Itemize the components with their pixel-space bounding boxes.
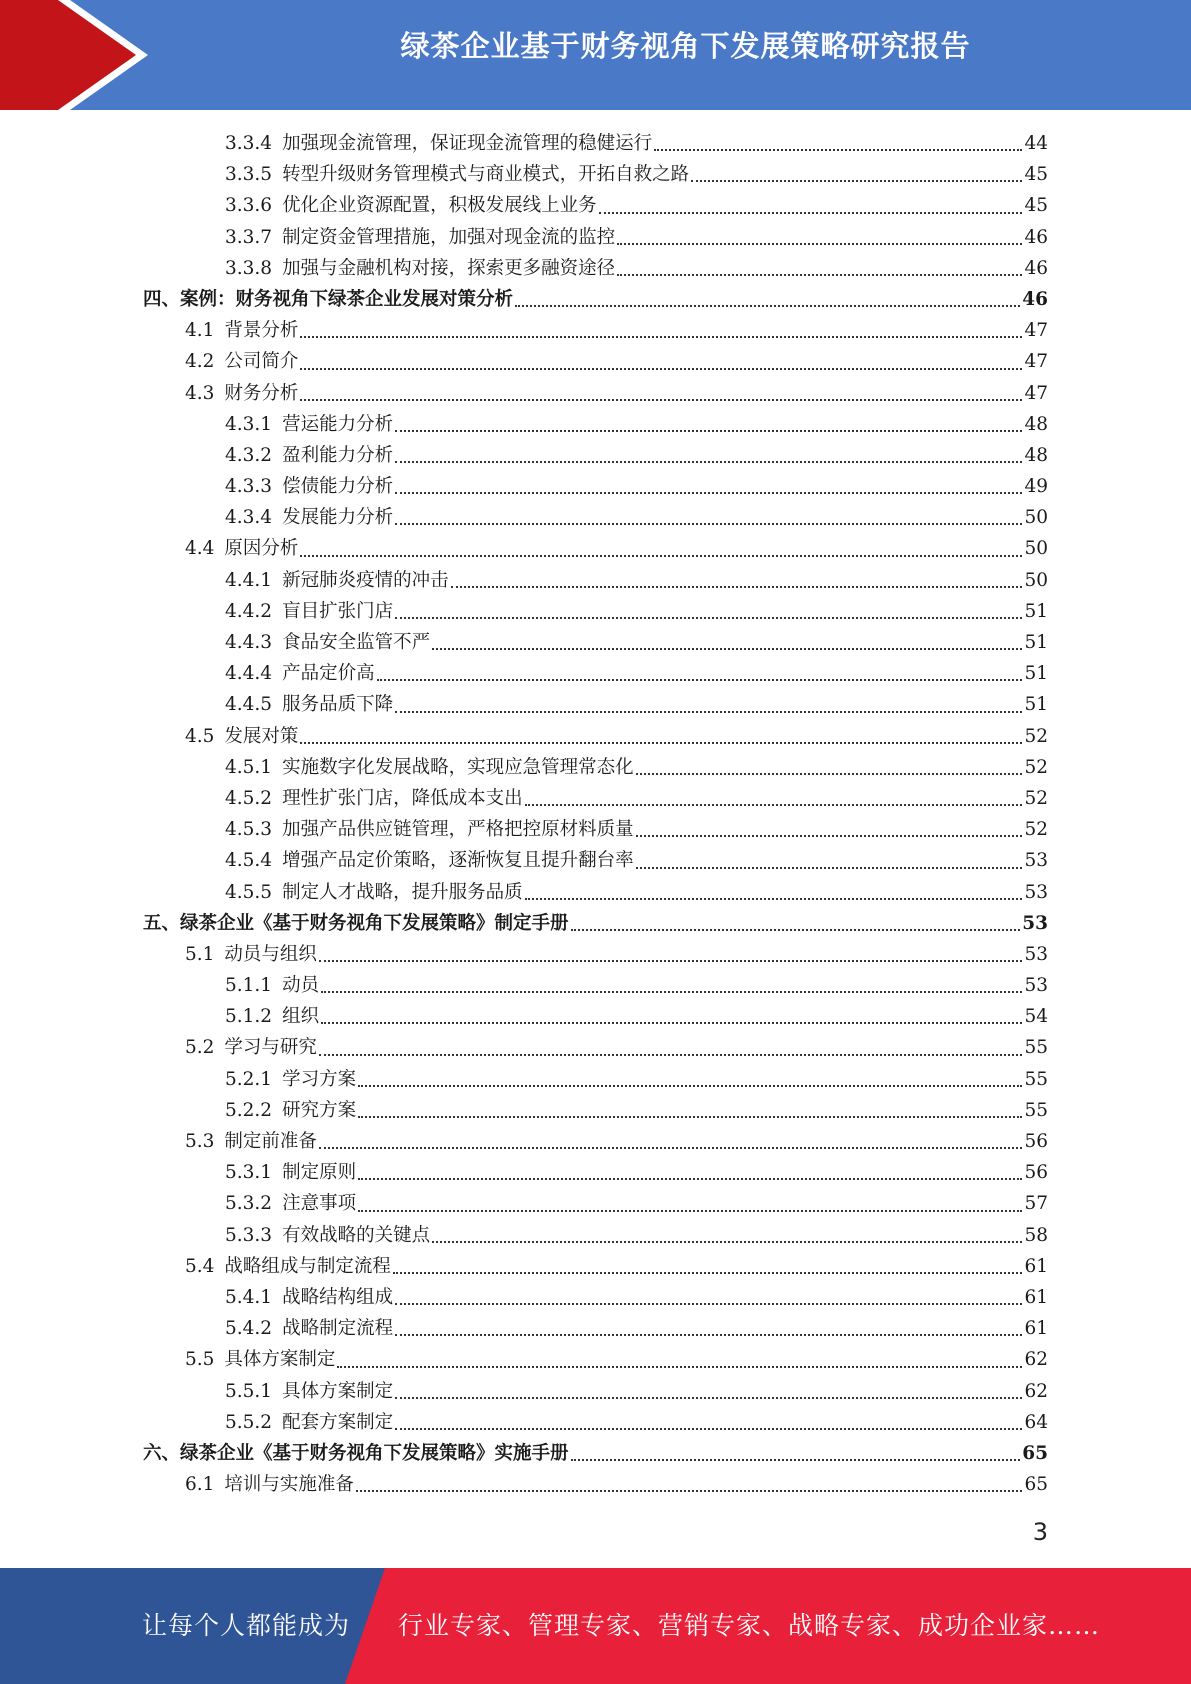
toc-dot-leader — [571, 1459, 1021, 1461]
toc-entry-title: 公司简介 — [224, 351, 299, 373]
toc-entry-title: 有效战略的关键点 — [282, 1224, 431, 1246]
toc-entry-page: 51 — [1024, 632, 1048, 653]
toc-entry[interactable] — [143, 627, 1048, 658]
toc-entry-title: 配套方案制定 — [282, 1411, 394, 1433]
toc-dot-leader — [395, 1334, 1022, 1336]
toc-dot-leader — [654, 149, 1022, 151]
toc-entry[interactable] — [143, 1282, 1048, 1313]
toc-dot-leader — [395, 523, 1022, 525]
toc-entry-page: 45 — [1024, 164, 1048, 186]
toc-entry-title: 动员 — [282, 975, 320, 997]
toc-entry-number: 5.1 — [185, 943, 215, 965]
toc-entry-title: 发展能力分析 — [282, 507, 394, 529]
toc-dot-leader — [377, 679, 1023, 681]
page-header — [0, 0, 1191, 110]
toc-entry-number: 4.3.2 — [225, 444, 273, 466]
toc-dot-leader — [300, 336, 1022, 338]
toc-entry-title: 学习与研究 — [224, 1037, 317, 1059]
toc-entry[interactable] — [143, 315, 1048, 346]
toc-entry[interactable] — [143, 1126, 1048, 1157]
toc-entry-page: 48 — [1024, 413, 1048, 435]
toc-entry-number: 4.3.3 — [225, 476, 273, 498]
toc-entry-title: 加强与金融机构对接，探索更多融资途径 — [282, 257, 616, 279]
toc-entry-page: 56 — [1024, 1162, 1048, 1184]
toc-entry-title: 具体方案制定 — [224, 1349, 336, 1371]
toc-entry-title: 绿茶企业《基于财务视角下发展策略》制定手册 — [180, 912, 569, 934]
toc-entry-number: 五、 — [143, 912, 181, 934]
toc-entry-page: 53 — [1024, 850, 1048, 872]
toc-dot-leader — [319, 1147, 1023, 1149]
toc-entry[interactable] — [143, 658, 1048, 689]
toc-entry-number: 3.3.7 — [225, 226, 273, 248]
toc-entry[interactable] — [143, 814, 1048, 845]
toc-entry-number: 4.5 — [185, 725, 215, 747]
toc-entry-number: 5.3.2 — [225, 1193, 273, 1215]
toc-entry-number: 4.5.5 — [225, 881, 273, 903]
toc-entry-title: 注意事项 — [282, 1193, 357, 1215]
toc-entry-number: 4.3.4 — [225, 507, 273, 529]
toc-entry-page: 54 — [1024, 1006, 1048, 1028]
toc-entry-title: 原因分析 — [224, 538, 299, 560]
toc-entry-title: 制定原则 — [282, 1162, 357, 1184]
toc-entry-number: 3.3.6 — [225, 195, 273, 217]
toc-entry-number: 5.5 — [185, 1349, 215, 1371]
toc-entry-page: 47 — [1024, 320, 1048, 342]
toc-entry[interactable] — [143, 159, 1048, 190]
toc-entry-title: 加强现金流管理，保证现金流管理的稳健运行 — [282, 133, 653, 154]
toc-dot-leader — [432, 648, 1022, 650]
toc-entry-page: 55 — [1024, 1068, 1048, 1090]
toc-dot-leader — [300, 399, 1022, 401]
toc-entry-page: 51 — [1024, 694, 1048, 716]
toc-entry-number: 4.5.4 — [225, 850, 273, 872]
footer-slogan-right: 行业专家、管理专家、营销专家、战略专家、成功企业家…… — [398, 1611, 1101, 1640]
toc-entry-title: 盲目扩张门店 — [282, 600, 394, 622]
toc-dot-leader — [395, 711, 1022, 713]
toc-entry[interactable] — [143, 783, 1048, 814]
toc-entry-title: 学习方案 — [282, 1068, 357, 1090]
toc-entry-number: 4.1 — [185, 320, 215, 342]
toc-entry[interactable] — [143, 222, 1048, 253]
toc-entry-number: 5.1.2 — [225, 1006, 273, 1028]
toc-entry-title: 产品定价高 — [282, 663, 375, 685]
toc-entry[interactable] — [143, 378, 1048, 409]
toc-entry-title: 组织 — [282, 1006, 320, 1028]
toc-entry-title: 制定人才战略，提升服务品质 — [282, 881, 523, 903]
toc-entry-title: 理性扩张门店，降低成本支出 — [282, 787, 523, 809]
toc-entry-number: 5.4 — [185, 1255, 215, 1277]
toc-entry[interactable] — [143, 1438, 1048, 1469]
toc-entry[interactable] — [143, 409, 1048, 440]
toc-dot-leader — [395, 1303, 1022, 1305]
toc-entry[interactable] — [143, 752, 1048, 783]
toc-entry-page: 50 — [1024, 569, 1048, 591]
toc-dot-leader — [636, 773, 1023, 775]
toc-entry-page: 65 — [1024, 1474, 1048, 1496]
toc-entry[interactable] — [143, 1157, 1048, 1188]
toc-dot-leader — [395, 492, 1022, 494]
toc-entry-number: 6.1 — [185, 1474, 215, 1496]
toc-entry[interactable] — [143, 689, 1048, 720]
table-of-contents — [143, 128, 1048, 1500]
toc-entry[interactable] — [143, 596, 1048, 627]
toc-entry-number: 5.2 — [185, 1037, 215, 1059]
toc-entry-title: 制定资金管理措施，加强对现金流的监控 — [282, 226, 616, 248]
toc-entry-page: 47 — [1024, 351, 1048, 373]
toc-entry[interactable] — [143, 1407, 1048, 1438]
toc-dot-leader — [525, 898, 1023, 900]
toc-entry-title: 制定前准备 — [224, 1131, 317, 1152]
toc-entry-number: 5.5.2 — [225, 1411, 273, 1433]
toc-entry-title: 绿茶企业《基于财务视角下发展策略》实施手册 — [180, 1442, 569, 1464]
toc-entry[interactable] — [143, 908, 1048, 939]
toc-entry-number: 4.4 — [185, 538, 215, 560]
toc-entry-page: 49 — [1024, 476, 1048, 498]
toc-entry[interactable] — [143, 939, 1048, 970]
toc-entry-page: 52 — [1024, 756, 1048, 778]
toc-entry-page: 46 — [1022, 288, 1048, 310]
toc-entry-number: 4.3 — [185, 382, 215, 404]
toc-entry-page: 53 — [1024, 975, 1048, 997]
toc-entry-title: 增强产品定价策略，逐渐恢复且提升翻台率 — [282, 850, 634, 872]
toc-entry[interactable] — [143, 471, 1048, 502]
toc-dot-leader — [395, 1428, 1022, 1430]
toc-dot-leader — [337, 1366, 1022, 1368]
toc-entry-title: 战略组成与制定流程 — [224, 1255, 391, 1277]
toc-entry-page: 65 — [1022, 1442, 1048, 1464]
toc-entry-title: 服务品质下降 — [282, 694, 394, 716]
toc-dot-leader — [358, 1210, 1022, 1212]
toc-entry-number: 5.4.2 — [225, 1318, 273, 1340]
toc-entry[interactable] — [143, 721, 1048, 752]
toc-entry-page: 64 — [1024, 1411, 1048, 1433]
toc-entry-page: 46 — [1024, 257, 1048, 279]
toc-entry-title: 实施数字化发展战略，实现应急管理常态化 — [282, 756, 634, 778]
toc-entry[interactable] — [143, 346, 1048, 377]
toc-entry[interactable] — [143, 565, 1048, 596]
toc-dot-leader — [451, 586, 1023, 588]
toc-entry-page: 57 — [1024, 1193, 1048, 1215]
toc-dot-leader — [617, 243, 1022, 245]
toc-dot-leader — [617, 274, 1022, 276]
toc-entry-title: 营运能力分析 — [282, 413, 394, 435]
toc-entry-number: 5.3.1 — [225, 1162, 273, 1184]
toc-entry-number: 4.4.2 — [225, 600, 273, 622]
toc-dot-leader — [525, 804, 1023, 806]
toc-entry-title: 食品安全监管不严 — [282, 632, 431, 653]
toc-dot-leader — [395, 430, 1022, 432]
toc-entry[interactable] — [143, 1376, 1048, 1407]
toc-entry-page: 51 — [1024, 663, 1048, 685]
toc-entry-title: 财务分析 — [224, 382, 299, 404]
toc-dot-leader — [300, 742, 1022, 744]
toc-dot-leader — [393, 1272, 1023, 1274]
toc-entry-number: 4.5.2 — [225, 787, 273, 809]
toc-entry-number: 六、 — [143, 1442, 181, 1464]
toc-entry-title: 战略结构组成 — [282, 1286, 394, 1308]
toc-entry-page: 45 — [1024, 195, 1048, 217]
toc-dot-leader — [358, 1116, 1022, 1118]
toc-entry-page: 53 — [1022, 912, 1048, 934]
toc-entry-number: 5.3.3 — [225, 1224, 273, 1246]
toc-entry[interactable] — [143, 1220, 1048, 1251]
toc-entry-number: 5.4.1 — [225, 1286, 273, 1308]
toc-entry-number: 3.3.4 — [225, 133, 273, 154]
toc-entry-page: 62 — [1024, 1380, 1048, 1402]
toc-dot-leader — [432, 1241, 1022, 1243]
toc-entry-number: 4.4.4 — [225, 663, 273, 685]
toc-entry-page: 55 — [1024, 1037, 1048, 1059]
toc-entry-title: 转型升级财务管理模式与商业模式，开拓自救之路 — [282, 164, 690, 186]
toc-dot-leader — [319, 960, 1023, 962]
toc-entry-page: 50 — [1024, 507, 1048, 529]
toc-entry-page: 62 — [1024, 1349, 1048, 1371]
toc-entry-page: 55 — [1024, 1099, 1048, 1121]
toc-dot-leader — [321, 1022, 1022, 1024]
page-number: 3 — [1032, 1518, 1048, 1546]
toc-entry-title: 培训与实施准备 — [224, 1474, 354, 1496]
toc-entry-page: 56 — [1024, 1131, 1048, 1152]
toc-entry[interactable] — [143, 502, 1048, 533]
toc-dot-leader — [636, 867, 1023, 869]
footer-slogan-left: 让每个人都能成为 — [142, 1611, 351, 1640]
toc-entry-page: 53 — [1024, 881, 1048, 903]
toc-entry-title: 偿债能力分析 — [282, 476, 394, 498]
toc-entry-title: 背景分析 — [224, 320, 299, 342]
toc-entry-number: 5.2.1 — [225, 1068, 273, 1090]
toc-dot-leader — [515, 305, 1020, 307]
toc-entry-number: 4.4.1 — [225, 569, 273, 591]
page-footer — [0, 1568, 1191, 1684]
toc-entry[interactable] — [143, 1095, 1048, 1126]
toc-dot-leader — [321, 991, 1022, 993]
toc-entry[interactable] — [143, 1064, 1048, 1095]
toc-dot-leader — [300, 368, 1022, 370]
toc-dot-leader — [395, 617, 1022, 619]
toc-entry-number: 5.2.2 — [225, 1099, 273, 1121]
toc-entry[interactable] — [143, 190, 1048, 221]
toc-entry-title: 优化企业资源配置，积极发展线上业务 — [282, 195, 597, 217]
toc-entry-page: 52 — [1024, 787, 1048, 809]
toc-entry-number: 4.4.3 — [225, 632, 273, 653]
toc-entry-number: 5.1.1 — [225, 975, 273, 997]
toc-entry-page: 52 — [1024, 819, 1048, 841]
toc-entry[interactable] — [143, 128, 1048, 159]
toc-dot-leader — [395, 1397, 1022, 1399]
toc-entry-page: 61 — [1024, 1286, 1048, 1308]
toc-dot-leader — [358, 1085, 1022, 1087]
toc-entry-title: 战略制定流程 — [282, 1318, 394, 1340]
toc-entry-page: 47 — [1024, 382, 1048, 404]
toc-entry-title: 发展对策 — [224, 725, 299, 747]
toc-entry-title: 具体方案制定 — [282, 1380, 394, 1402]
toc-entry-title: 新冠肺炎疫情的冲击 — [282, 569, 449, 591]
toc-entry-page: 52 — [1024, 725, 1048, 747]
toc-entry-page: 48 — [1024, 444, 1048, 466]
toc-entry[interactable] — [143, 1469, 1048, 1500]
toc-entry[interactable] — [143, 253, 1048, 284]
toc-entry[interactable] — [143, 533, 1048, 564]
toc-entry-page: 44 — [1024, 133, 1048, 154]
toc-entry-number: 3.3.5 — [225, 164, 273, 186]
toc-entry-number: 4.4.5 — [225, 694, 273, 716]
toc-entry-number: 4.5.1 — [225, 756, 273, 778]
toc-entry-page: 58 — [1024, 1224, 1048, 1246]
toc-dot-leader — [691, 180, 1022, 182]
toc-dot-leader — [395, 461, 1022, 463]
toc-entry-page: 53 — [1024, 943, 1048, 965]
toc-entry-page: 61 — [1024, 1318, 1048, 1340]
toc-entry[interactable] — [143, 1188, 1048, 1219]
toc-dot-leader — [636, 835, 1023, 837]
toc-entry-number: 4.5.3 — [225, 819, 273, 841]
toc-entry[interactable] — [143, 970, 1048, 1001]
toc-entry[interactable] — [143, 877, 1048, 908]
toc-entry[interactable] — [143, 1344, 1048, 1375]
toc-entry[interactable] — [143, 845, 1048, 876]
toc-entry[interactable] — [143, 1032, 1048, 1063]
toc-entry-page: 46 — [1024, 226, 1048, 248]
toc-entry[interactable] — [143, 1001, 1048, 1032]
toc-entry[interactable] — [143, 440, 1048, 471]
toc-entry[interactable] — [143, 1251, 1048, 1282]
toc-entry-title: 盈利能力分析 — [282, 444, 394, 466]
toc-entry-page: 50 — [1024, 538, 1048, 560]
toc-entry-title: 动员与组织 — [224, 943, 317, 965]
toc-entry-number: 5.5.1 — [225, 1380, 273, 1402]
toc-entry-number: 5.3 — [185, 1131, 215, 1152]
toc-entry[interactable] — [143, 284, 1048, 315]
toc-entry-number: 四、 — [143, 288, 181, 310]
toc-dot-leader — [356, 1490, 1023, 1492]
toc-entry-number: 4.3.1 — [225, 413, 273, 435]
toc-dot-leader — [571, 929, 1021, 931]
toc-dot-leader — [300, 555, 1022, 557]
toc-entry-title: 加强产品供应链管理，严格把控原材料质量 — [282, 819, 634, 841]
toc-dot-leader — [358, 1178, 1022, 1180]
toc-entry-number: 4.2 — [185, 351, 215, 373]
toc-entry-page: 51 — [1024, 600, 1048, 622]
toc-dot-leader — [599, 212, 1023, 214]
toc-dot-leader — [319, 1054, 1023, 1056]
toc-entry-title: 案例：财务视角下绿茶企业发展对策分析 — [180, 288, 514, 310]
header-title: 绿茶企业基于财务视角下发展策略研究报告 — [400, 29, 971, 63]
toc-entry-number: 3.3.8 — [225, 257, 273, 279]
toc-entry-title: 研究方案 — [282, 1099, 357, 1121]
toc-entry-page: 61 — [1024, 1255, 1048, 1277]
toc-entry[interactable] — [143, 1313, 1048, 1344]
